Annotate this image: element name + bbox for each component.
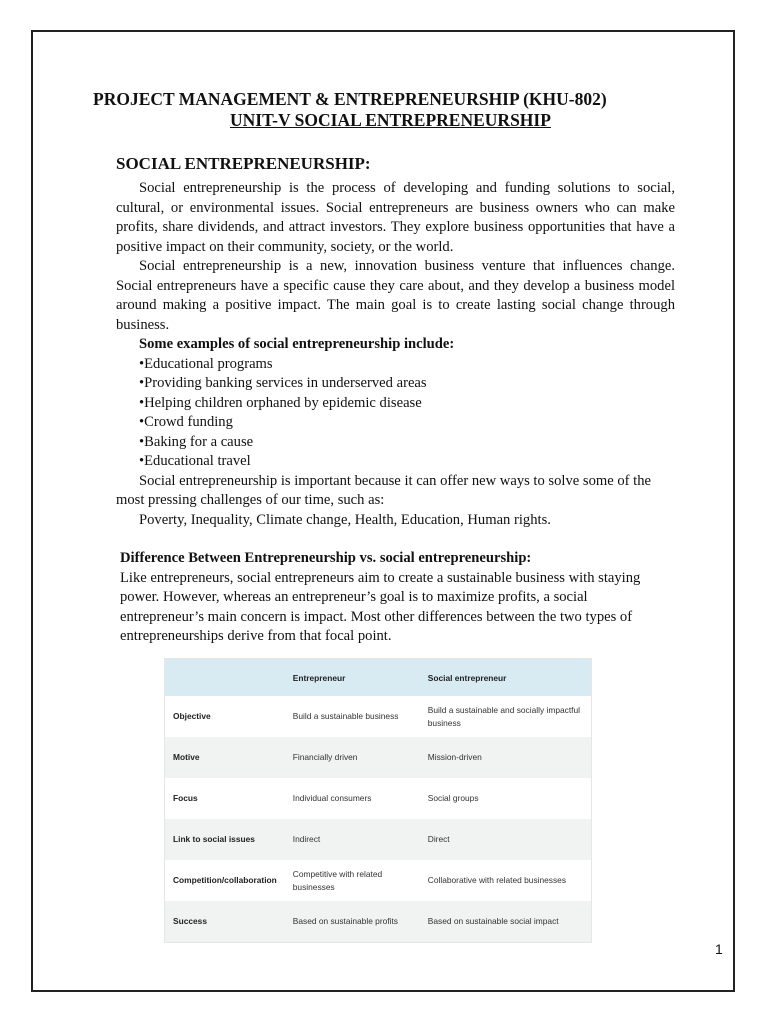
table-cell: Direct xyxy=(420,819,592,860)
unit-title-text: UNIT-V SOCIAL ENTREPRENEURSHIP xyxy=(230,110,551,130)
list-item: • Educational travel xyxy=(139,452,675,472)
main-content xyxy=(116,154,675,647)
table-cell: Build a sustainable and socially impactful business xyxy=(420,696,592,737)
table-cell: Based on sustainable social impact xyxy=(420,901,592,943)
unit-title xyxy=(0,110,768,131)
list-item: • Baking for a cause xyxy=(139,433,675,453)
section-heading-difference: Difference Between Entrepreneurship vs. social entrepreneurship: xyxy=(120,550,532,566)
table-cell: Based on sustainable profits xyxy=(285,901,420,943)
paragraph-difference: Like entrepreneurs, social entrepreneurs aim to create a sustainable business with staying power. However, whereas an entrepreneur’s goal is to maximize profits, a social entrepreneur’s main concern is impact. Most other differences between the two types of entrepreneurships derive from that focal point. xyxy=(120,569,641,644)
table-row-label: Success xyxy=(165,901,285,943)
table-cell: Social groups xyxy=(420,778,592,819)
section-heading-social-entrepreneurship: SOCIAL ENTREPRENEURSHIP: xyxy=(116,154,371,173)
table-cell: Financially driven xyxy=(285,737,420,778)
list-item: • Educational programs xyxy=(139,355,675,375)
table-row xyxy=(165,696,592,737)
table-row xyxy=(165,860,592,901)
table-cell: Individual consumers xyxy=(285,778,420,819)
list-item: • Helping children orphaned by epidemic disease xyxy=(139,394,675,414)
table-row-label: Motive xyxy=(165,737,285,778)
document-title: PROJECT MANAGEMENT & ENTREPRENEURSHIP (KHU-802) xyxy=(93,89,607,109)
paragraph-importance: Social entrepreneurship is important because it can offer new ways to solve some of the most pressing challenges of our time, such as: xyxy=(116,472,651,508)
paragraph-innovation: Social entrepreneurship is a new, innovation business venture that influences change. Social entrepreneurs have a specific cause they care about, and they develop a business model around making a positive impact. The main goal is to create lasting social change through business. xyxy=(116,258,675,333)
examples-heading: Some examples of social entrepreneurship include: xyxy=(139,336,455,352)
list-item: • Providing banking services in underserved areas xyxy=(139,374,675,394)
table-cell: Competitive with related businesses xyxy=(285,860,420,901)
table-header-cell: Social entrepreneur xyxy=(420,659,592,697)
table-row xyxy=(165,737,592,778)
page-number: 1 xyxy=(715,941,723,957)
table-header-row xyxy=(165,659,592,697)
examples-list xyxy=(116,355,675,472)
table-header-cell: Entrepreneur xyxy=(285,659,420,697)
table-row-label: Focus xyxy=(165,778,285,819)
table-header-cell xyxy=(165,659,285,697)
table-cell: Mission-driven xyxy=(420,737,592,778)
list-item: • Crowd funding xyxy=(139,413,675,433)
table-cell: Collaborative with related businesses xyxy=(420,860,592,901)
table-row xyxy=(165,901,592,943)
table-cell: Indirect xyxy=(285,819,420,860)
challenges-list: Poverty, Inequality, Climate change, Health, Education, Human rights. xyxy=(139,511,551,528)
table-cell: Build a sustainable business xyxy=(285,696,420,737)
table-row-label: Objective xyxy=(165,696,285,737)
table-row-label: Link to social issues xyxy=(165,819,285,860)
table-row-label: Competition/collaboration xyxy=(165,860,285,901)
paragraph-definition: Social entrepreneurship is the process of developing and funding solutions to social, cultural, or environmental issues. Social entrepreneurs are business owners who can make profits, share dividends, and attract investors. They explore business opportunities that have a positive impact on their community, society, or the world. xyxy=(116,180,675,255)
table-row xyxy=(165,819,592,860)
comparison-table xyxy=(164,658,592,943)
table-row xyxy=(165,778,592,819)
